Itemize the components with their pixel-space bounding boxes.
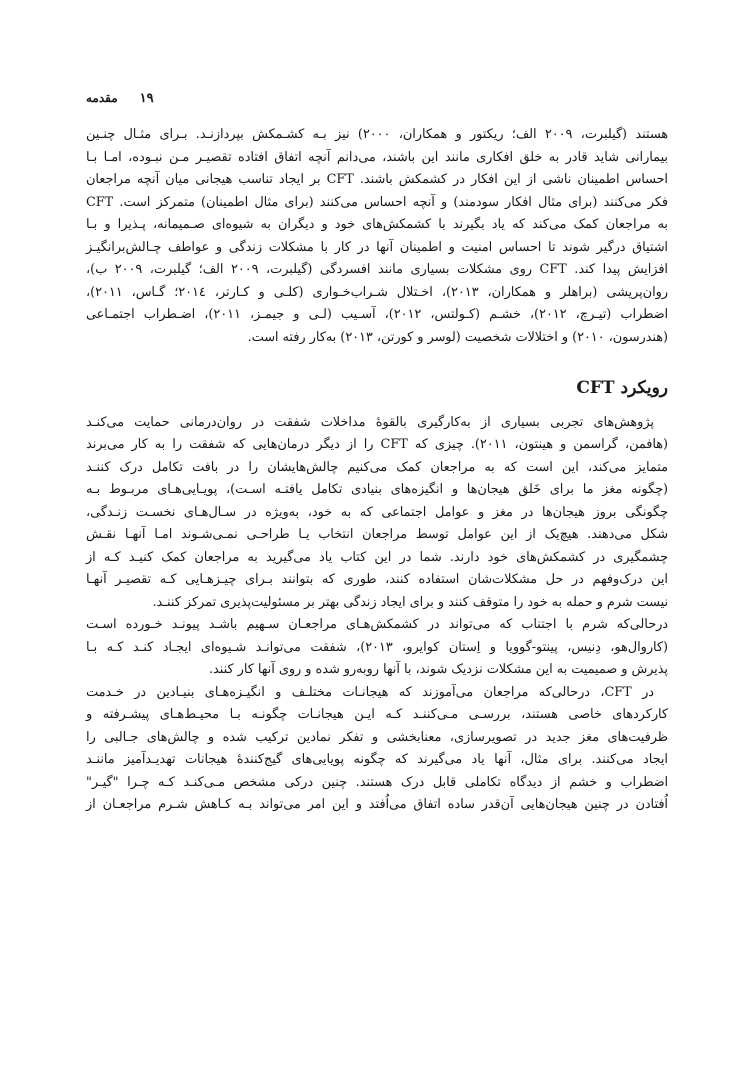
text-line: نیست شرم و حمله به خود را متوقف کنند و برای ایجاد زندگی بهتر بر مسئولیت‌پذیری تمرکز کننـد. bbox=[152, 594, 668, 610]
text-line: چشمگیری در کشمکش‌های خود دارند. شما در این کتاب یاد می‌گیرید به مراجعان کمک کنیـد کـه از bbox=[86, 549, 668, 565]
body-text bbox=[86, 124, 668, 817]
running-head bbox=[86, 91, 668, 106]
paragraph-emotions-evolution bbox=[86, 682, 668, 817]
text-line: اشتیاق درگیر شوند تا احساس امنیت و اطمینان آنها در کار با مشکلات زندگی و عواطف چـالش‌برانگیـز bbox=[86, 239, 668, 255]
paragraph-cft-approach bbox=[86, 412, 668, 615]
paragraph-shame-avoidance bbox=[86, 614, 668, 682]
text-line: (هندرسون، ۲۰۱۰) و اختلالات شخصیت (لوسر و کورتن، ۲۰۱۳) به‌کار رفته است. bbox=[247, 329, 668, 345]
text-line: ظرفیت‌های مغز جدید در تصویرسازی، معنابخشی و تفکر نمادین ترکیب شده و چالش‌های جـالبی را bbox=[86, 729, 668, 745]
section-heading: رویکرد CFT bbox=[576, 378, 668, 398]
page-number: ۱۹ bbox=[139, 91, 154, 106]
text-line: (هافمن، گراسمن و هینتون، ۲۰۱۱). چیزی که CFT را از دیگر درمان‌هایی که شفقت را به کار می‌برند bbox=[86, 437, 668, 452]
text-line: (کاروال‌هو، دِنیس، پینتو-گوویا و اِستان کوایرو، ۲۰۱۳)، شفقت می‌توانـد شـیوه‌ای ایجـاد کنـد کـه بـا bbox=[86, 639, 668, 655]
text-line: ایجاد می‌کنند. برای مثال، آنها یاد می‌گیرند که چگونه پویایی‌های گیج‌کنندهٔ هیجانات تهدیـدآمیز ماننـد bbox=[86, 752, 668, 767]
text-line: (چگونه مغز ما برای خَلق هیجان‌ها و انگیزه‌های بنیادی تکامل یافتـه اسـت)، پویـایی‌هـای مربـوط بـه bbox=[86, 482, 668, 497]
text-line: متمایز می‌کند، این است که به مراجعان کمک می‌کنیم چالش‌هایشان را در بافت تکامل درک کننـد bbox=[86, 459, 668, 475]
text-line: فکر می‌کنند (برای مثال افکار سودمند) و آنچه احساس می‌کنند (برای مثال اطمینان) متمرکز است. CFT bbox=[86, 194, 668, 210]
text-line: کارکردهای خاصی هستند، بررسـی مـی‌کننـد کـه ایـن هیجانـات چگونـه بـا محیـط‌هـای پیشـرفته و bbox=[86, 707, 668, 722]
text-line: این درک‌وفهم در حل مشکلات‌شان استفاده کنند، طوری که بتوانند بـرای چیـزهـایی کـه تقصیـر آنهـا bbox=[86, 572, 668, 587]
text-line: اضطراب و خشم از دیدگاه تکاملی قابل درک هستند. چنین درکی مشخص مـی‌کنـد کـه چـرا "گیـر" bbox=[86, 774, 668, 790]
text-line: بیمارانی شاید قادر به خلق افکاری مانند این باشند، می‌دانم آنچه اتفاق افتاده تقصیـر مـن نبـوده، امـا بـا bbox=[86, 149, 668, 165]
text-line: درحالی‌که شرم با اجتناب که می‌تواند در کشمکش‌هـای مراجعـان سـهیم باشـد پیونـد خـورده اسـت bbox=[86, 617, 668, 632]
text-line: روان‌پریشی (براهلر و همکاران، ۲۰۱۳)، اخـتلال شـراب‌خـواری (کلـی و کـارتر، ۲۰۱٤؛ گـاس، ۲۰۱۱)، bbox=[86, 284, 668, 300]
text-line: به مراجعان کمک می‌کند که یاد بگیرند با کشمکش‌های خود و دیگران به شیوه‌ای صـمیمانه، پـذیرا و بـا bbox=[86, 217, 668, 232]
text-line: پژوهش‌های تجربی بسیاری از به‌کارگیری بالقوهٔ مداخلات شفقت در روان‌درمانی حمایت می‌کنـد bbox=[86, 414, 654, 430]
text-line: چگونگی بروز هیجان‌ها در مغز و عوامل اجتماعی که به خود، به‌ویژه در سـال‌هـای نخسـت زنـدگی، bbox=[86, 504, 668, 520]
text-line: شکل می‌دهند. هیچ‌یک از این عوامل توسط مراجعان انتخاب یـا طراحـی نمـی‌شـوند امـا آنهـا نقـش bbox=[86, 527, 668, 542]
text-line: اضطراب (تیـرچ، ۲۰۱۲)، خشـم (کـولتس، ۲۰۱۲)، آسـیب (لـی و جیمـز، ۲۰۱۱)، اضـطراب اجتمـاعی bbox=[86, 307, 669, 322]
text-line: اُفتادن در چنین هیجان‌هایی آن‌قدر ساده اتفاق می‌اُفتد و این امر می‌تواند بـه کـاهش شـرم مراجعـان از bbox=[86, 797, 668, 812]
text-line: احساس اطمینان ناشی از این افکار در کشمکش باشند. CFT بر ایجاد تناسب هیجانی میان آنچه مراجعان bbox=[86, 172, 668, 187]
text-line: پذیرش و صمیمیت به این مشکلات نزدیک شوند، با آنها روبه‌رو شده و روی آنها کار کنند. bbox=[208, 662, 668, 677]
text-line: در CFT، درحالی‌که مراجعان می‌آموزند که هیجانـات مختلـف و انگیـزه‌هـای بنیـادین در خـدمت bbox=[86, 684, 654, 700]
text-line: افزایش پیدا کند. CFT روی مشکلات بسیاری مانند افسردگی (گیلبرت، ۲۰۰۹ الف؛ گیلبرت، ۲۰۰۹ ب)، bbox=[86, 262, 668, 277]
paragraph-intro-continuation bbox=[86, 124, 668, 349]
chapter-title: مقدمه bbox=[86, 91, 118, 105]
text-line: هستند (گیلبرت، ۲۰۰۹ الف؛ ریکتور و همکاران، ۲۰۰۰) نیز بـه کشـمکش بپردازنـد. بـرای مثـال چنـین bbox=[86, 127, 668, 142]
